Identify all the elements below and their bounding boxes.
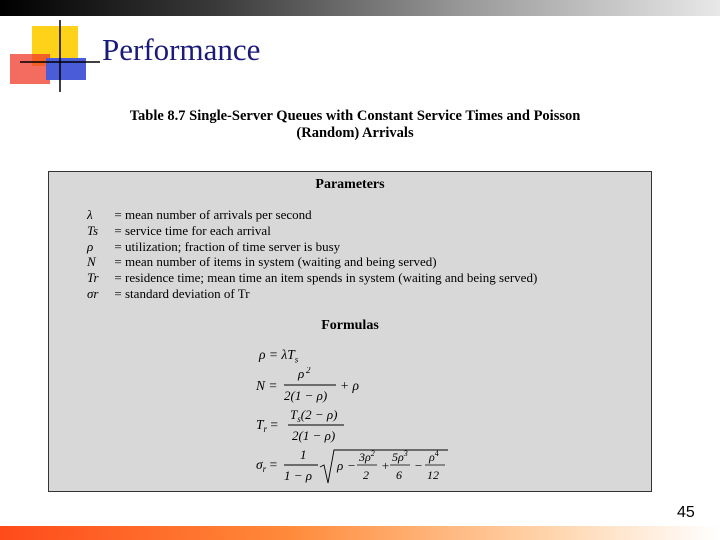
parameter-description: service time for each arrival: [125, 222, 271, 238]
formula-std-deviation: [254, 447, 454, 489]
svg-text:ρ: ρ: [298, 367, 305, 381]
svg-text:5ρ3: $5\rho^3$: [392, 449, 408, 464]
parameter-row: [87, 207, 647, 223]
parameter-equals: =: [114, 222, 122, 238]
parameter-symbol: Ts: [87, 222, 99, 238]
svg-text:2(1 − ρ): 2(1 − ρ): [284, 388, 328, 403]
formula-utilization: $\rho = \lambda T_s$: [259, 347, 299, 365]
parameter-equals: =: [114, 254, 122, 270]
svg-text:1: 1: [300, 447, 307, 462]
slide-title: Performance: [102, 32, 261, 67]
parameter-equals: =: [114, 285, 122, 301]
table-caption-line-1: Table 8.7 Single-Server Queues with Constant Service Times and Poisson: [129, 108, 581, 124]
table-caption: [70, 108, 640, 142]
svg-text:1 − ρ: 1 − ρ: [284, 468, 313, 483]
svg-text:2: 2: [363, 468, 369, 482]
parameter-row: [87, 254, 647, 270]
parameter-description: mean number of arrivals per second: [125, 207, 312, 222]
parameter-description: residence time; mean time an item spends in system (waiting and being served): [125, 270, 538, 286]
bottom-gradient-bar: [0, 526, 720, 540]
parameter-description: standard deviation of Tr: [125, 285, 250, 301]
parameter-equals: =: [114, 270, 122, 286]
parameter-description: mean number of items in system (waiting and being served): [125, 254, 437, 270]
parameter-symbol: Tr: [87, 270, 99, 286]
parameter-row: [87, 239, 647, 255]
parameter-row: [87, 223, 647, 239]
parameter-list: [87, 207, 647, 302]
formulas-heading: Formulas: [321, 318, 379, 333]
parameter-row: [87, 286, 647, 302]
top-gradient-bar: [0, 0, 720, 16]
svg-text:−: −: [347, 458, 356, 473]
parameter-description: utilization; fraction of time server is busy: [125, 238, 341, 254]
svg-text:Tr =: $T_r$ =: [256, 417, 279, 434]
svg-text:2(1 − ρ): 2(1 − ρ): [292, 428, 336, 443]
parameter-symbol: σr: [87, 285, 99, 301]
svg-text:12: 12: [427, 468, 439, 482]
svg-text:Ts(2 − ρ): $T_s(2 - \rho)$: [290, 407, 338, 424]
queue-table: [48, 171, 652, 492]
svg-text:+ ρ: + ρ: [340, 378, 359, 393]
parameter-row: [87, 270, 647, 286]
parameter-symbol: ρ: [87, 238, 94, 254]
svg-text:−: −: [414, 458, 423, 473]
page-number: 45: [677, 504, 695, 521]
formula-residence-time: [254, 407, 374, 447]
table-caption-line-2: (Random) Arrivals: [296, 125, 414, 141]
svg-text:3ρ2: $3\rho^2$: [359, 449, 375, 464]
svg-text:ρ: ρ: [337, 458, 344, 473]
parameter-symbol: λ: [87, 207, 93, 222]
svg-text:ρ4: $\rho^4$: [429, 449, 439, 464]
formula-mean-items: [254, 367, 374, 407]
parameters-heading: Parameters: [315, 177, 385, 192]
slide-logo-icon: [0, 16, 100, 92]
parameter-equals: =: [114, 207, 122, 222]
parameter-equals: =: [114, 238, 122, 254]
svg-text:2: 2: [306, 367, 311, 375]
svg-text:+: +: [381, 458, 390, 473]
svg-text:6: 6: [396, 468, 402, 482]
svg-text:σr =: $\sigma_r$ =: [256, 457, 278, 474]
svg-text:N =: N =: [256, 378, 278, 393]
parameter-symbol: N: [87, 254, 96, 270]
